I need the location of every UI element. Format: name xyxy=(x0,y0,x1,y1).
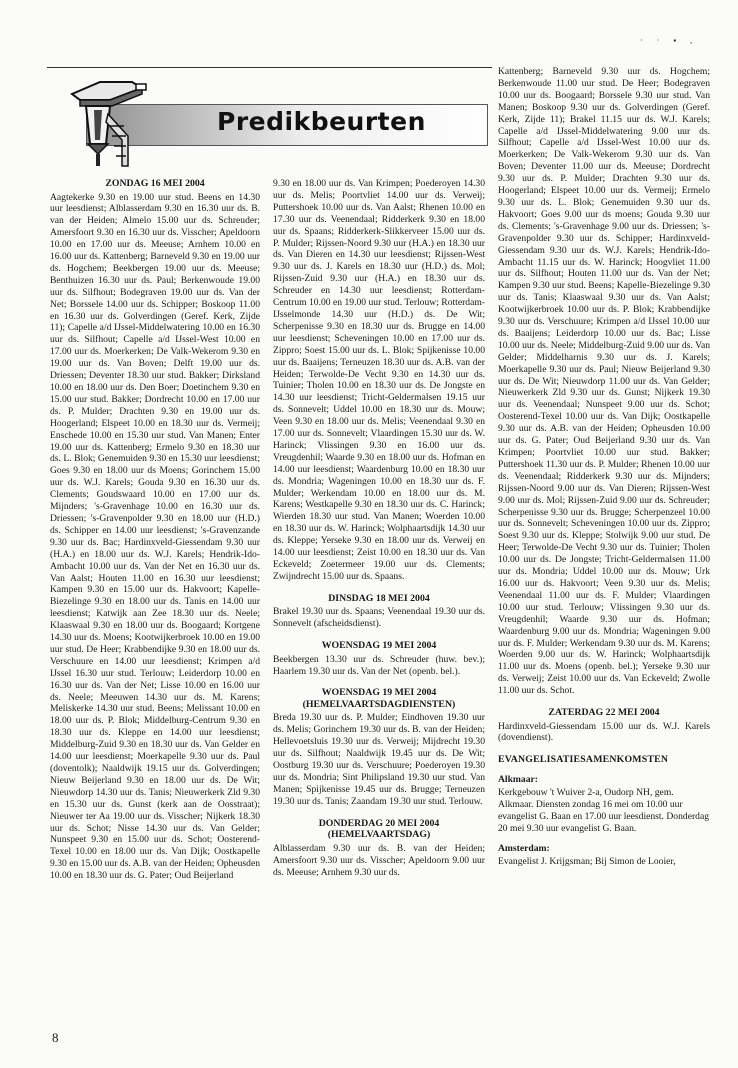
saturday-heading: ZATERDAG 22 MEI 2004 xyxy=(548,707,660,719)
tuesday-heading: DINSDAG 18 MEI 2004 xyxy=(328,592,430,604)
ascension-day-heading: DONDERDAG 20 MEI 2004 xyxy=(318,817,440,829)
header-rule xyxy=(47,67,492,68)
scan-specks: · · ▪ , xyxy=(640,36,699,45)
sunday-schedule-text: Aagtekerke 9.30 en 19.00 uur stud. Beens en 14.30 uur leesdienst; Alblasserdam 9.30 en 16.30 uur ds. B. van der Heiden; Almelo 15.00 uur ds. Schreuder; Amersfoort 9.30 en 16.30 uur ds. Visscher; Apeldoorn 10.00 en 17.00 uur ds. Meeuse; Arnhem 10.00 en 16.00 uur ds. Kattenberg; Barneveld 9.30 en 19.00 uur ds. Hogchem; Beekbergen 19.00 uur ds. Meeuse; Benthuizen 16.30 uur ds. Paul; Berkenwoude 19.00 uur ds. Silfhout; Bodegraven 19.00 uur ds. Van der Net; Borssele 14.00 uur ds. Schipper; Boskoop 11.00 en 16.30 uur ds. Golverdingen (Geref. Kerk, Zijde 11); Capelle a/d IJssel-Middelwatering 10.00 en 16.30 uur ds. Silfhout; Capelle a/d IJssel-West 10.00 en 17.00 uur ds. Moerkerken; De Valk-Wekerom 9.30 en 19.00 uur ds. Van Boven; Delft 19.00 uur ds. Driessen; Deventer 18.30 uur stud. Bakker; Dirksland 10.00 en 18.00 uur ds. Den Boer; Doetinchem 9.30 en 15.00 uur stud. Bakker; Dordrecht 10.00 en 17.00 uur ds. P. Mulder; Drachten 9.30 en 19.00 uur ds. Hoogerland; Elspeet 10.00 en 18.30 uur ds. Vermeij; Enschede 10.00 en 15.30 uur stud. Van Manen; Enter 19.00 uur ds. Kattenberg; Ermelo 9.30 en 18.30 uur ds. L. Blok; Genemuiden 9.30 en 15.30 uur leesdienst; Goes 9.30 en 18.00 uur ds Moens; Gorinchem 15.00 uur ds. W.J. Karels; Gouda 9.30 en 16.30 uur ds. Clements; Goudswaard 10.00 en 17.00 uur ds. Mijnders; 's-Gravenhage 10.00 en 16.30 uur ds. Driessen; 's-Gravenpolder 9.30 en 18.00 uur (H.D.) ds. Schipper en 14.00 uur leesdienst; 's-Gravenzande 9.30 uur ds. Bac; Hardinxveld-Giessendam 9.30 uur (H.A.) en 18.00 uur ds. W.J. Karels; Hendrik-Ido-Ambacht 10.00 uur ds. Van der Net en 16.30 uur ds. Van Aalst; Houten 11.00 en 16.30 uur leesdienst; Kampen 9.30 en 15.00 uur ds. Hakvoort; Kapelle-Biezelinge 9.30 en 18.00 uur ds. Tanis en 14.00 uur leesdienst; Katwijk aan Zee 18.30 uur ds. Neele; Klaaswaal 9.30 en 18.00 uur ds. Boogaard; Kortgene 14.30 uur ds. Moens; Kootwijkerbroek 10.00 en 19.00 uur stud. De Heer; Krabbendijke 9.30 en 18.00 uur ds. Verschuure en 14.00 uur leesdienst; Krimpen a/d IJssel 16.30 uur stud. Terlouw; Leiderdorp 10.00 en 16.30 uur ds. Van der Net; Lisse 10.00 en 16.00 uur ds. Neele; Meeuwen 14.30 uur ds. M. Karens; Meliskerke 14.30 uur stud. Beens; Melissant 10.00 en 18.00 uur ds. P. Blok; Middelburg-Centrum 9.30 en 18.30 uur ds. Kleppe en 14.00 uur leesdienst; Middelburg-Zuid 9.30 en 18.30 uur ds. Van Gelder en 14.00 uur leesdienst; Moerkapelle 9.30 uur ds. Paul (doventolk); Naaldwijk 19.15 uur ds. Golverdingen; Nieuw Beijerland 9.30 en 18.00 uur ds. De Wit; Nieuwdorp 14.30 uur ds. Tanis; Nieuwerkerk Zld 9.30 en 15.30 uur ds. Gunst (kerk aan de Oosstraat); Nieuwer ter Aa 19.00 uur ds. Visscher; Nijkerk 18.30 uur ds. Schot; Nisse 14.30 uur ds. Van Gelder; Nunspeet 9.30 en 15.00 uur ds. Schot; Oosterend-Texel 10.00 en 18.00 uur ds. Van Dijk; Oostkapelle 9.30 en 15.00 uur ds. A.B. van der Heiden; Opheusden 10.00 en 18.30 uur ds. G. Pater; Oud Beijerland xyxy=(50,191,260,882)
ascension-eve-heading: WOENSDAG 19 MEI 2004 xyxy=(321,687,437,699)
amsterdam-heading: Amsterdam: xyxy=(498,842,550,854)
evangelisation-block xyxy=(498,754,710,867)
ascension-day-schedule-continued: Kattenberg; Barneveld 9.30 uur ds. Hogchem; Berkenwoude 11.00 uur stud. De Heer; Bodegraven 10.00 uur ds. Boogaard; Borssele 9.30 uur stud. Van Manen; Boskoop 9.30 uur ds. Golverdingen (Geref. Kerk, Zijde 11); Brakel 11.15 uur ds. W.J. Karels; Capelle a/d IJssel-Middelwatering 9.00 uur ds. Silfhout; Capelle a/d IJssel-West 10.00 uur ds. Moerkerken; De Valk-Wekerom 9.30 uur ds. Van Boven; Deventer 11.00 uur ds. Meeuse; Dordrecht 9.30 uur ds. P. Mulder; Drachten 9.30 uur ds. Hoogerland; Elspeet 10.00 uur ds. Vermeij; Ermelo 9.30 uur ds. L. Blok; Genemuiden 9.30 uur ds. Hakvoort; Goes 9.00 uur ds moens; Gouda 9.30 uur ds. Clements; 's-Gravenhage 9.00 uur ds. Driessen; 's-Gravenpolder 9.30 uur ds. Schipper; Hardinxveld-Giessendam 9.30 uur ds. W.J. Karels; Hendrik-Ido-Ambacht 11.15 uur ds. W. Harinck; Hoogvliet 11.00 uur ds. Silfhout; Houten 11.00 uur ds. Van der Net; Kampen 9.30 uur stud. Beens; Kapelle-Biezelinge 9.30 uur ds. Tanis; Klaaswaal 9.30 uur ds. Van Aalst; Kootwijkerbroek 10.00 uur ds. P. Blok; Krabbendijke 9.30 uur ds. Verschuure; Krimpen a/d IJssel 10.00 uur ds. Baaijens; Leiderdorp 10.00 uur ds. Bac; Lisse 10.00 uur ds. Neele; Middelburg-Zuid 9.00 uur ds. Van Gelder; Middelharnis 9.30 uur ds. J. Karels; Moerkapelle 9.30 uur ds. Paul; Nieuw Beijerland 9.30 uur ds. De Wit; Nieuwdorp 11.00 uur ds. Van Gelder; Nieuwerkerk Zld 9.30 uur ds. Gunst; Nijkerk 19.30 uur ds. Veenendaal; Nunspeet 9.00 uur ds. Schot; Oosterend-Texel 10.00 uur ds. Van Dijk; Oostkapelle 9.30 uur ds. A.B. van der Heiden; Opheusden 10.00 uur ds. G. Pater; Oud Beijerland 9.30 uur ds. Van Krimpen; Poortvliet 10.00 uur stud. Bakker; Puttershoek 11.30 uur ds. P. Mulder; Rhenen 10.00 uur ds. Veenendaal; Ridderkerk 9.30 uur ds. Mijnders; Rijssen-Noord 9.00 uur ds. Van Dieren; Rijssen-West 9.00 uur ds. Mol; Rijssen-Zuid 9.00 uur ds. Schreuder; Scherpenisse 9.30 uur ds. Brugge; Scherpenzeel 10.00 uur ds. Sonnevelt; Scheveningen 10.00 uur ds. Zippro; Soest 9.30 uur ds. Kleppe; Stolwijk 9.00 uur stud. De Heer; Terwolde-De Vecht 9.30 uur ds. Tuinier; Tholen 10.00 uur ds. De Jongste; Tricht-Geldermalsen 11.00 uur ds. Mondria; Uddel 10.00 uur ds. Mouw; Urk 16.00 uur ds. Hakvoort; Veen 9.30 uur ds. Melis; Veenendaal 11.00 uur ds. F. Mulder; Vlaardingen 10.00 uur stud. Terlouw; Vlissingen 9.30 uur ds. Vreugdenhil; Waarde 9.30 uur ds. Hofman; Waardenburg 9.00 uur ds. Mondria; Wageningen 9.00 uur ds. F. Mulder; Werkendam 9.30 uur ds. M. Karens; Woerden 9.00 uur ds. W. Harinck; Wolphaartsdijk 11.00 uur ds. Moens (openb. bel.); Yerseke 9.30 uur ds. Verweij; Zeist 10.00 uur ds. Van Eckeveld; Zwolle 11.00 uur ds. Schot. xyxy=(498,66,710,697)
sunday-heading: ZONDAG 16 MEI 2004 xyxy=(105,178,205,189)
column-2 xyxy=(273,178,485,878)
page-number: 8 xyxy=(52,1030,59,1045)
tuesday-block xyxy=(273,593,485,630)
tuesday-schedule-text: Brakel 19.30 uur ds. Spaans; Veenendaal 19.30 uur ds. Sonnevelt (afscheidsdienst). xyxy=(273,606,485,630)
saturday-block xyxy=(498,707,710,744)
ascension-day-schedule-text: Alblasserdam 9.30 uur ds. B. van der Heiden; Amersfoort 9.30 uur ds. Visscher; Apeldoorn 9.00 uur ds. Meeuse; Arnhem 9.30 uur ds. xyxy=(273,842,485,878)
section-title: Predikbeurten xyxy=(217,107,426,136)
sunday-schedule-continued: 9.30 en 18.00 uur ds. Van Krimpen; Poederoyen 14.30 uur ds. Melis; Poortvliet 14.00 uur ds. Verweij; Puttershoek 10.00 uur ds. Van Aalst; Rhenen 10.00 en 17.30 uur ds. Veenendaal; Ridderkerk 9.30 en 18.00 uur ds. Spaans; Ridderkerk-Slikkerveer 15.00 uur ds. P. Mulder; Rijssen-Noord 9.30 uur (H.A.) en 18.30 uur ds. Van Dieren en 14.30 uur leesdienst; Rijssen-West 9.30 uur ds. J. Karels en 18.30 uur (H.D.) ds. Mol; Rijssen-Zuid 9.30 uur (H.A.) en 18.30 uur ds. Schreuder en 14.30 uur leesdienst; Rotterdam-Centrum 10.00 en 19.00 uur stud. Terlouw; Rotterdam-IJsselmonde 14.30 uur (H.D.) ds. De Wit; Scherpenisse 9.30 en 18.30 uur ds. Brugge en 14.00 uur leesdienst; Scheveningen 10.00 en 17.00 uur ds. Zippro; Soest 15.00 uur ds. L. Blok; Spijkenisse 10.00 uur ds. Baaijens; Terneuzen 18.30 uur ds. A.B. van der Heiden; Terwolde-De Vecht 9.30 en 14.30 uur ds. Tuinier; Tholen 10.00 en 18.30 uur ds. De Jongste en 14.30 uur leesdienst; Tricht-Geldermalsen 19.15 uur ds. Sonnevelt; Uddel 10.00 en 18.30 uur ds. Mouw; Veen 9.30 en 18.00 uur ds. Melis; Veenendaal 9.30 en 17.00 uur ds. Sonnevelt; Vlaardingen 15.30 uur ds. W. Harinck; Vlissingen 9.30 en 16.00 uur ds. Vreugdenhil; Waarde 9.30 en 18.00 uur ds. Hofman en 14.00 uur leesdienst; Waardenburg 10.00 en 18.30 uur ds. Mondria; Wageningen 10.00 en 18.30 uur ds. F. Mulder; Werkendam 10.00 en 18.00 uur ds. M. Karens; Westkapelle 9.30 en 18.30 uur ds. C. Harinck; Wierden 18.30 uur stud. Van Manen; Woerden 10.00 en 18.30 uur ds. W. Harinck; Wolphaartsdijk 14.30 uur ds. Kleppe; Yerseke 9.30 en 18.00 uur ds. Verweij en 14.00 uur leesdienst; Zeist 10.00 en 18.30 uur ds. Van Eckeveld; Zoetermeer 19.00 uur ds. Clements; Zwijndrecht 15.00 uur ds. Spaans. xyxy=(273,178,485,582)
alkmaar-text: Kerkgebouw 't Wuiver 2-a, Oudorp NH, gem. Alkmaar. Diensten zondag 16 mei om 10.00 uur evangelist G. Baan en 17.00 uur leesdienst. Donderdag 20 mei 9.30 uur evangelist G. Baan. xyxy=(498,787,710,834)
saturday-schedule-text: Hardinxveld-Giessendam 15.00 uur ds. W.J. Karels (dovendienst). xyxy=(498,720,710,744)
section-header xyxy=(50,74,490,170)
ascension-eve-schedule-text: Breda 19.30 uur ds. P. Mulder; Eindhoven 19.30 uur ds. Melis; Gorinchem 19.30 uur ds. B. van der Heiden; Hellevoetsluis 19.30 uur ds. Verweij; Mijdrecht 19.30 uur ds. Silfhout; Naaldwijk 19.45 uur ds. De Wit; Oostburg 19.30 uur ds. Verschuure; Poederoyen 19.30 uur ds. Mondria; Sint Philipsland 19.30 uur stud. Van Manen; Spijkenisse 19.45 uur ds. Brugge; Terneuzen 19.30 uur ds. Tanis; Zaandam 19.30 uur stud. Terlouw. xyxy=(273,712,485,807)
wednesday-block xyxy=(273,640,485,677)
evangelisation-heading: EVANGELISATIESAMENKOMSTEN xyxy=(498,754,669,766)
ascension-eve-subheading: (HEMELVAARTSDAGDIENSTEN) xyxy=(302,698,456,710)
sunday-block xyxy=(50,178,260,882)
ascension-day-subheading: (HEMELVAARTSDAG) xyxy=(327,829,431,841)
amsterdam-text: Evangelist J. Krijgsman; Bij Simon de Looier, xyxy=(498,855,676,867)
wednesday-schedule-text: Beekbergen 13.30 uur ds. Schreuder (huw. bev.); Haarlem 19.30 uur ds. Van der Net (openb. bel.). xyxy=(273,653,485,677)
alkmaar-heading: Alkmaar: xyxy=(498,774,538,786)
ascension-eve-block xyxy=(273,687,485,807)
pulpit-icon xyxy=(50,74,170,170)
wednesday-heading: WOENSDAG 19 MEI 2004 xyxy=(321,640,437,652)
ascension-day-block xyxy=(273,818,485,879)
column-3 xyxy=(498,66,710,868)
column-1 xyxy=(50,178,260,882)
